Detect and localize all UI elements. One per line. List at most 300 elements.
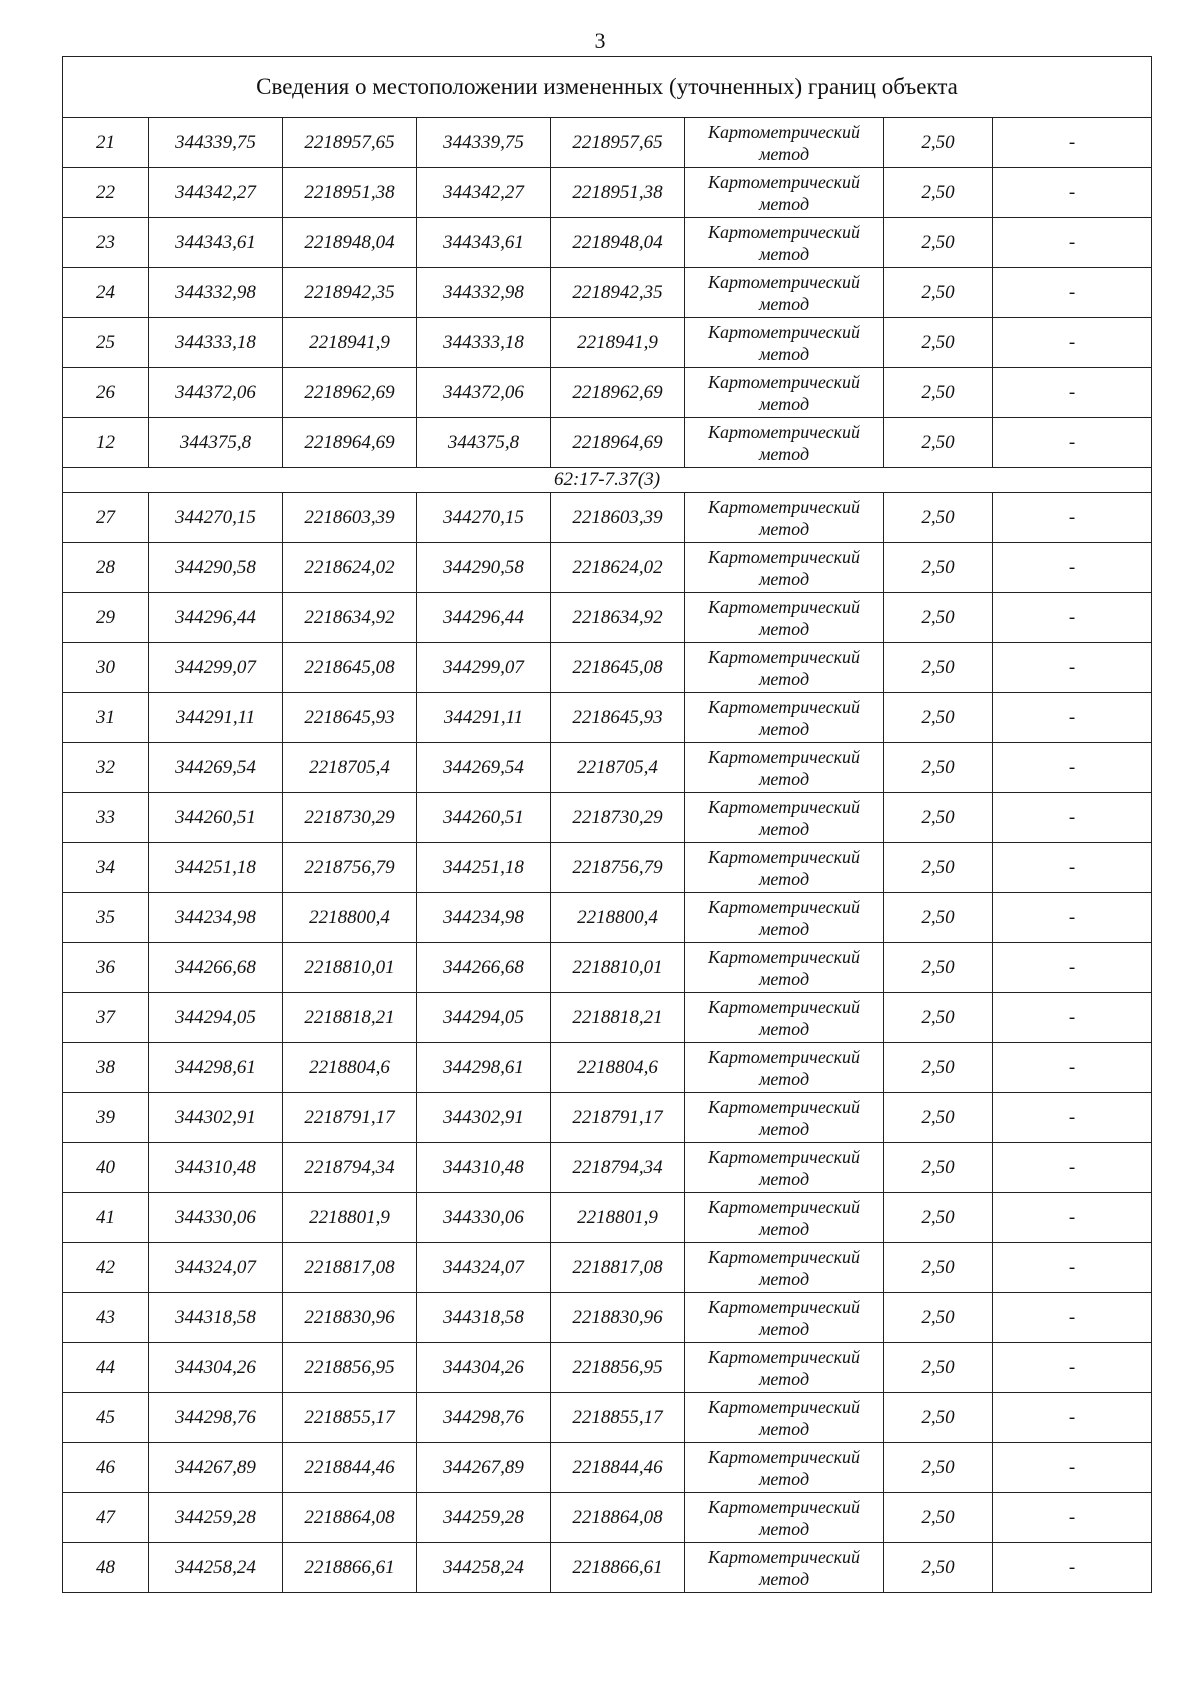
- table-row: [63, 793, 1152, 843]
- precision-cell: 2,50: [884, 493, 993, 543]
- description-cell: -: [993, 168, 1152, 218]
- precision-cell: 2,50: [884, 418, 993, 468]
- old-y-cell: 2218951,38: [283, 168, 417, 218]
- point-number-cell: 37: [63, 993, 149, 1043]
- point-number-cell: 12: [63, 418, 149, 468]
- new-x-cell: 344267,89: [417, 1443, 551, 1493]
- old-x-cell: 344375,8: [149, 418, 283, 468]
- point-number-cell: 35: [63, 893, 149, 943]
- method-line-2: метод: [758, 668, 810, 689]
- method-line-2: метод: [758, 443, 810, 464]
- description-cell: -: [993, 1343, 1152, 1393]
- method-cell: [685, 218, 884, 268]
- method-cell: [685, 543, 884, 593]
- point-number-cell: 22: [63, 168, 149, 218]
- method-cell: [685, 1493, 884, 1543]
- new-x-cell: 344260,51: [417, 793, 551, 843]
- method-line-2: метод: [758, 1168, 810, 1189]
- point-number-cell: 27: [63, 493, 149, 543]
- table-row: [63, 218, 1152, 268]
- old-x-cell: 344339,75: [149, 118, 283, 168]
- method-cell: [685, 1293, 884, 1343]
- method-cell: [685, 418, 884, 468]
- method-line-2: метод: [758, 193, 810, 214]
- old-x-cell: 344318,58: [149, 1293, 283, 1343]
- description-cell: -: [993, 693, 1152, 743]
- method-cell: [685, 1343, 884, 1393]
- new-y-cell: 2218941,9: [551, 318, 685, 368]
- old-y-cell: 2218856,95: [283, 1343, 417, 1393]
- method-line-2: метод: [758, 1568, 810, 1589]
- precision-cell: 2,50: [884, 1093, 993, 1143]
- section-label: 62:17-7.37(3): [63, 468, 1152, 493]
- method-line-2: метод: [758, 293, 810, 314]
- page-number: 3: [594, 28, 606, 53]
- point-number-cell: 45: [63, 1393, 149, 1443]
- old-x-cell: 344298,76: [149, 1393, 283, 1443]
- method-line-2: метод: [758, 1218, 810, 1239]
- table-row: [63, 118, 1152, 168]
- description-cell: -: [993, 1443, 1152, 1493]
- old-y-cell: 2218866,61: [283, 1543, 417, 1593]
- table-row: [63, 368, 1152, 418]
- method-cell: [685, 493, 884, 543]
- table-row: [63, 1293, 1152, 1343]
- description-cell: -: [993, 318, 1152, 368]
- method-line-1: Картометрический: [707, 1346, 860, 1367]
- precision-cell: 2,50: [884, 543, 993, 593]
- new-y-cell: 2218756,79: [551, 843, 685, 893]
- method-line-2: метод: [758, 1468, 810, 1489]
- old-x-cell: 344296,44: [149, 593, 283, 643]
- method-line-1: Картометрический: [707, 846, 860, 867]
- table-row: [63, 318, 1152, 368]
- method-line-1: Картометрический: [707, 746, 860, 767]
- description-cell: -: [993, 1043, 1152, 1093]
- new-x-cell: 344234,98: [417, 893, 551, 943]
- table-row: [63, 743, 1152, 793]
- method-cell: [685, 1093, 884, 1143]
- old-y-cell: 2218817,08: [283, 1243, 417, 1293]
- precision-cell: 2,50: [884, 218, 993, 268]
- old-x-cell: 344324,07: [149, 1243, 283, 1293]
- new-x-cell: 344330,06: [417, 1193, 551, 1243]
- new-y-cell: 2218844,46: [551, 1443, 685, 1493]
- table-row: [63, 1343, 1152, 1393]
- method-cell: [685, 268, 884, 318]
- point-number-cell: 36: [63, 943, 149, 993]
- old-y-cell: 2218818,21: [283, 993, 417, 1043]
- method-cell: [685, 1393, 884, 1443]
- old-y-cell: 2218705,4: [283, 743, 417, 793]
- method-line-1: Картометрический: [707, 696, 860, 717]
- old-y-cell: 2218864,08: [283, 1493, 417, 1543]
- point-number-cell: 29: [63, 593, 149, 643]
- new-x-cell: 344258,24: [417, 1543, 551, 1593]
- description-cell: -: [993, 1143, 1152, 1193]
- old-y-cell: 2218844,46: [283, 1443, 417, 1493]
- method-line-1: Картометрический: [707, 1096, 860, 1117]
- method-line-1: Картометрический: [707, 271, 860, 292]
- old-x-cell: 344234,98: [149, 893, 283, 943]
- new-y-cell: 2218818,21: [551, 993, 685, 1043]
- precision-cell: 2,50: [884, 993, 993, 1043]
- method-line-2: метод: [758, 918, 810, 939]
- method-line-1: Картометрический: [707, 221, 860, 242]
- method-line-2: метод: [758, 1518, 810, 1539]
- method-line-2: метод: [758, 868, 810, 889]
- method-cell: [685, 1443, 884, 1493]
- method-cell: [685, 593, 884, 643]
- new-y-cell: 2218804,6: [551, 1043, 685, 1093]
- new-y-cell: 2218730,29: [551, 793, 685, 843]
- new-x-cell: 344342,27: [417, 168, 551, 218]
- old-x-cell: 344259,28: [149, 1493, 283, 1543]
- new-x-cell: 344375,8: [417, 418, 551, 468]
- point-number-cell: 44: [63, 1343, 149, 1393]
- new-y-cell: 2218817,08: [551, 1243, 685, 1293]
- new-x-cell: 344270,15: [417, 493, 551, 543]
- precision-cell: 2,50: [884, 893, 993, 943]
- method-cell: [685, 168, 884, 218]
- old-x-cell: 344302,91: [149, 1093, 283, 1143]
- old-x-cell: 344298,61: [149, 1043, 283, 1093]
- method-line-1: Картометрический: [707, 896, 860, 917]
- point-number-cell: 30: [63, 643, 149, 693]
- table-row: [63, 1243, 1152, 1293]
- precision-cell: 2,50: [884, 743, 993, 793]
- point-number-cell: 43: [63, 1293, 149, 1343]
- method-line-1: Картометрический: [707, 171, 860, 192]
- new-y-cell: 2218948,04: [551, 218, 685, 268]
- method-cell: [685, 1193, 884, 1243]
- description-cell: -: [993, 593, 1152, 643]
- old-x-cell: 344260,51: [149, 793, 283, 843]
- method-line-1: Картометрический: [707, 121, 860, 142]
- new-y-cell: 2218942,35: [551, 268, 685, 318]
- method-line-1: Картометрический: [707, 1496, 860, 1517]
- method-line-2: метод: [758, 1368, 810, 1389]
- point-number-cell: 47: [63, 1493, 149, 1543]
- point-number-cell: 41: [63, 1193, 149, 1243]
- method-line-1: Картометрический: [707, 1196, 860, 1217]
- method-line-2: метод: [758, 768, 810, 789]
- method-line-1: Картометрический: [707, 546, 860, 567]
- table-row: [63, 943, 1152, 993]
- old-x-cell: 344269,54: [149, 743, 283, 793]
- table-row: [63, 893, 1152, 943]
- old-x-cell: 344267,89: [149, 1443, 283, 1493]
- new-x-cell: 344332,98: [417, 268, 551, 318]
- point-number-cell: 32: [63, 743, 149, 793]
- coordinates-table: [62, 56, 1152, 1593]
- method-line-1: Картометрический: [707, 421, 860, 442]
- method-cell: [685, 893, 884, 943]
- precision-cell: 2,50: [884, 1243, 993, 1293]
- description-cell: -: [993, 1543, 1152, 1593]
- method-line-2: метод: [758, 568, 810, 589]
- old-y-cell: 2218756,79: [283, 843, 417, 893]
- new-x-cell: 344290,58: [417, 543, 551, 593]
- point-number-cell: 42: [63, 1243, 149, 1293]
- description-cell: -: [993, 418, 1152, 468]
- method-line-1: Картометрический: [707, 371, 860, 392]
- precision-cell: 2,50: [884, 1193, 993, 1243]
- method-cell: [685, 993, 884, 1043]
- method-cell: [685, 1043, 884, 1093]
- description-cell: -: [993, 268, 1152, 318]
- new-y-cell: 2218645,93: [551, 693, 685, 743]
- description-cell: -: [993, 1293, 1152, 1343]
- old-y-cell: 2218791,17: [283, 1093, 417, 1143]
- method-line-2: метод: [758, 1318, 810, 1339]
- table-row: [63, 418, 1152, 468]
- new-x-cell: 344339,75: [417, 118, 551, 168]
- precision-cell: 2,50: [884, 1293, 993, 1343]
- method-line-2: метод: [758, 718, 810, 739]
- new-x-cell: 344298,61: [417, 1043, 551, 1093]
- table-row: [63, 268, 1152, 318]
- table-row: [63, 543, 1152, 593]
- table-row: [63, 168, 1152, 218]
- method-line-1: Картометрический: [707, 596, 860, 617]
- method-line-1: Картометрический: [707, 1146, 860, 1167]
- old-y-cell: 2218804,6: [283, 1043, 417, 1093]
- description-cell: -: [993, 743, 1152, 793]
- description-cell: -: [993, 893, 1152, 943]
- new-y-cell: 2218864,08: [551, 1493, 685, 1543]
- table-row: [63, 1143, 1152, 1193]
- precision-cell: 2,50: [884, 793, 993, 843]
- new-x-cell: 344251,18: [417, 843, 551, 893]
- precision-cell: 2,50: [884, 643, 993, 693]
- section-row: [63, 468, 1152, 493]
- method-line-1: Картометрический: [707, 1046, 860, 1067]
- point-number-cell: 23: [63, 218, 149, 268]
- table-row: [63, 1193, 1152, 1243]
- old-x-cell: 344372,06: [149, 368, 283, 418]
- method-cell: [685, 693, 884, 743]
- method-line-1: Картометрический: [707, 1546, 860, 1567]
- method-cell: [685, 843, 884, 893]
- old-x-cell: 344299,07: [149, 643, 283, 693]
- table-row: [63, 1493, 1152, 1543]
- old-y-cell: 2218794,34: [283, 1143, 417, 1193]
- old-x-cell: 344294,05: [149, 993, 283, 1043]
- table-row: [63, 1043, 1152, 1093]
- new-x-cell: 344259,28: [417, 1493, 551, 1543]
- new-y-cell: 2218705,4: [551, 743, 685, 793]
- table-title-row: [63, 57, 1152, 118]
- new-y-cell: 2218603,39: [551, 493, 685, 543]
- point-number-cell: 21: [63, 118, 149, 168]
- old-x-cell: 344330,06: [149, 1193, 283, 1243]
- old-y-cell: 2218624,02: [283, 543, 417, 593]
- new-x-cell: 344324,07: [417, 1243, 551, 1293]
- new-y-cell: 2218866,61: [551, 1543, 685, 1593]
- precision-cell: 2,50: [884, 1043, 993, 1093]
- old-y-cell: 2218964,69: [283, 418, 417, 468]
- old-y-cell: 2218957,65: [283, 118, 417, 168]
- method-line-1: Картометрический: [707, 1296, 860, 1317]
- new-x-cell: 344269,54: [417, 743, 551, 793]
- method-line-1: Картометрический: [707, 796, 860, 817]
- point-number-cell: 39: [63, 1093, 149, 1143]
- table-title: Сведения о местоположении измененных (уточненных) границ объекта: [63, 57, 1152, 118]
- table-row: [63, 693, 1152, 743]
- point-number-cell: 33: [63, 793, 149, 843]
- old-y-cell: 2218855,17: [283, 1393, 417, 1443]
- old-y-cell: 2218948,04: [283, 218, 417, 268]
- table-row: [63, 843, 1152, 893]
- old-x-cell: 344258,24: [149, 1543, 283, 1593]
- method-line-2: метод: [758, 243, 810, 264]
- point-number-cell: 28: [63, 543, 149, 593]
- method-line-2: метод: [758, 1018, 810, 1039]
- new-y-cell: 2218810,01: [551, 943, 685, 993]
- method-line-1: Картометрический: [707, 946, 860, 967]
- description-cell: -: [993, 493, 1152, 543]
- old-y-cell: 2218800,4: [283, 893, 417, 943]
- old-y-cell: 2218941,9: [283, 318, 417, 368]
- table-row: [63, 1393, 1152, 1443]
- table-row: [63, 593, 1152, 643]
- description-cell: -: [993, 543, 1152, 593]
- precision-cell: 2,50: [884, 843, 993, 893]
- description-cell: -: [993, 1393, 1152, 1443]
- new-x-cell: 344299,07: [417, 643, 551, 693]
- new-y-cell: 2218624,02: [551, 543, 685, 593]
- old-x-cell: 344291,11: [149, 693, 283, 743]
- description-cell: -: [993, 1493, 1152, 1543]
- new-x-cell: 344372,06: [417, 368, 551, 418]
- old-y-cell: 2218603,39: [283, 493, 417, 543]
- new-x-cell: 344310,48: [417, 1143, 551, 1193]
- table-row: [63, 1093, 1152, 1143]
- precision-cell: 2,50: [884, 943, 993, 993]
- point-number-cell: 38: [63, 1043, 149, 1093]
- old-x-cell: 344343,61: [149, 218, 283, 268]
- description-cell: -: [993, 843, 1152, 893]
- method-line-2: метод: [758, 618, 810, 639]
- new-y-cell: 2218645,08: [551, 643, 685, 693]
- method-cell: [685, 943, 884, 993]
- point-number-cell: 26: [63, 368, 149, 418]
- precision-cell: 2,50: [884, 368, 993, 418]
- precision-cell: 2,50: [884, 593, 993, 643]
- method-line-2: метод: [758, 1118, 810, 1139]
- precision-cell: 2,50: [884, 1343, 993, 1393]
- precision-cell: 2,50: [884, 1493, 993, 1543]
- method-line-1: Картометрический: [707, 496, 860, 517]
- old-y-cell: 2218830,96: [283, 1293, 417, 1343]
- old-y-cell: 2218962,69: [283, 368, 417, 418]
- precision-cell: 2,50: [884, 1443, 993, 1493]
- new-y-cell: 2218856,95: [551, 1343, 685, 1393]
- point-number-cell: 24: [63, 268, 149, 318]
- method-cell: [685, 1243, 884, 1293]
- method-cell: [685, 1143, 884, 1193]
- new-x-cell: 344298,76: [417, 1393, 551, 1443]
- description-cell: -: [993, 1243, 1152, 1293]
- new-y-cell: 2218951,38: [551, 168, 685, 218]
- precision-cell: 2,50: [884, 1543, 993, 1593]
- method-cell: [685, 1543, 884, 1593]
- new-x-cell: 344333,18: [417, 318, 551, 368]
- precision-cell: 2,50: [884, 318, 993, 368]
- new-x-cell: 344302,91: [417, 1093, 551, 1143]
- method-line-1: Картометрический: [707, 1246, 860, 1267]
- old-y-cell: 2218801,9: [283, 1193, 417, 1243]
- new-y-cell: 2218962,69: [551, 368, 685, 418]
- method-cell: [685, 793, 884, 843]
- old-y-cell: 2218645,93: [283, 693, 417, 743]
- method-line-2: метод: [758, 1068, 810, 1089]
- method-line-2: метод: [758, 968, 810, 989]
- precision-cell: 2,50: [884, 118, 993, 168]
- new-y-cell: 2218964,69: [551, 418, 685, 468]
- old-x-cell: 344266,68: [149, 943, 283, 993]
- precision-cell: 2,50: [884, 1393, 993, 1443]
- precision-cell: 2,50: [884, 693, 993, 743]
- point-number-cell: 31: [63, 693, 149, 743]
- old-x-cell: 344290,58: [149, 543, 283, 593]
- description-cell: -: [993, 1193, 1152, 1243]
- old-x-cell: 344333,18: [149, 318, 283, 368]
- method-line-2: метод: [758, 343, 810, 364]
- point-number-cell: 40: [63, 1143, 149, 1193]
- old-y-cell: 2218730,29: [283, 793, 417, 843]
- method-line-2: метод: [758, 1418, 810, 1439]
- old-y-cell: 2218810,01: [283, 943, 417, 993]
- new-x-cell: 344343,61: [417, 218, 551, 268]
- description-cell: -: [993, 793, 1152, 843]
- new-y-cell: 2218957,65: [551, 118, 685, 168]
- old-x-cell: 344304,26: [149, 1343, 283, 1393]
- method-line-1: Картометрический: [707, 996, 860, 1017]
- method-line-1: Картометрический: [707, 321, 860, 342]
- description-cell: -: [993, 643, 1152, 693]
- point-number-cell: 46: [63, 1443, 149, 1493]
- old-x-cell: 344332,98: [149, 268, 283, 318]
- new-x-cell: 344266,68: [417, 943, 551, 993]
- old-x-cell: 344342,27: [149, 168, 283, 218]
- table-row: [63, 1443, 1152, 1493]
- old-y-cell: 2218645,08: [283, 643, 417, 693]
- precision-cell: 2,50: [884, 268, 993, 318]
- description-cell: -: [993, 118, 1152, 168]
- method-cell: [685, 368, 884, 418]
- description-cell: -: [993, 943, 1152, 993]
- method-line-2: метод: [758, 818, 810, 839]
- new-x-cell: 344294,05: [417, 993, 551, 1043]
- description-cell: -: [993, 993, 1152, 1043]
- old-x-cell: 344251,18: [149, 843, 283, 893]
- precision-cell: 2,50: [884, 168, 993, 218]
- new-x-cell: 344318,58: [417, 1293, 551, 1343]
- method-cell: [685, 318, 884, 368]
- method-cell: [685, 118, 884, 168]
- description-cell: -: [993, 1093, 1152, 1143]
- old-y-cell: 2218634,92: [283, 593, 417, 643]
- description-cell: -: [993, 368, 1152, 418]
- description-cell: -: [993, 218, 1152, 268]
- new-y-cell: 2218791,17: [551, 1093, 685, 1143]
- method-cell: [685, 643, 884, 693]
- old-x-cell: 344270,15: [149, 493, 283, 543]
- method-line-2: метод: [758, 518, 810, 539]
- point-number-cell: 25: [63, 318, 149, 368]
